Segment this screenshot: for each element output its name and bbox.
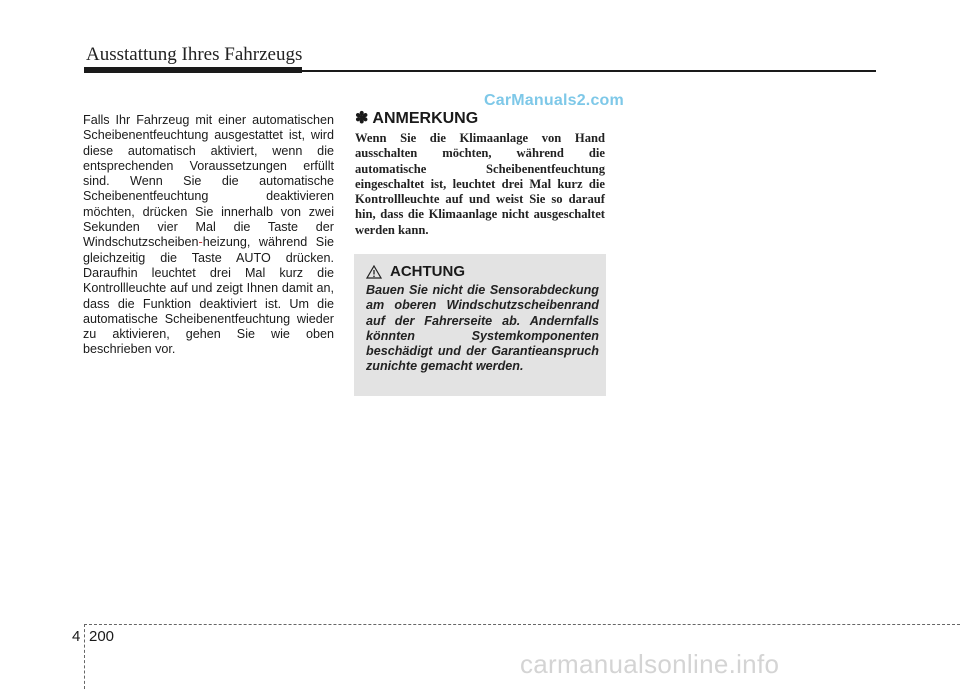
caution-heading-label: ACHTUNG: [390, 263, 465, 280]
header-rule-thick: [84, 67, 302, 73]
footer-divider: [84, 624, 85, 689]
note-heading-label: ANMERKUNG: [372, 110, 479, 127]
footer-rule: [84, 624, 960, 625]
warning-triangle-icon: [366, 265, 382, 279]
hyphen-mark: -: [198, 235, 203, 250]
caution-box: [354, 254, 606, 396]
caution-body: Bauen Sie nicht die Sensorabdeckung am oberen Windschutzscheibenrand auf der Fahrerseite ab. Andernfalls könnten Systemkomponenten beschädigt und der Garantieanspruch zunichte gemacht werden.: [366, 283, 599, 374]
page-number: 200: [89, 628, 115, 645]
chapter-number: 4: [72, 628, 81, 645]
page-header-title: Ausstattung Ihres Fahrzeugs: [86, 44, 303, 65]
watermark-carmanuals2: CarManuals2.com: [484, 92, 624, 109]
watermark-carmanualsonline: carmanualsonline.info: [520, 649, 780, 679]
note-body: Wenn Sie die Klimaanlage von Hand ausschalten möchten, während die automatische Scheibenentfeuchtung eingeschaltet ist, leuchtet drei Mal kurz die Kontrollleuchte auf und weist Sie so darauf hin, dass die Klimaanlage nicht ausgeschaltet werden kann.: [355, 131, 605, 237]
header-rule-thin: [300, 70, 876, 72]
left-paragraph-part2: heizung, während Sie gleichzeitig die Taste AUTO drücken. Daraufhin leuchtet drei Mal kurz die Kontrollleuchte auf und zeigt Ihnen damit an, dass die Funktion deaktiviert ist. Um die automatische Scheibenentfeuchtung wieder zu aktivieren, gehen Sie wie oben beschrieben vor.: [83, 235, 334, 357]
note-heading: [355, 108, 478, 128]
left-column-text: [83, 113, 334, 358]
note-star-icon: ✽: [355, 110, 369, 127]
caution-heading: [366, 263, 465, 280]
left-paragraph-part1: Falls Ihr Fahrzeug mit einer automatischen Scheibenentfeuchtung ausgestattet ist, wird diese automatisch aktiviert, wenn die entsprechenden Voraussetzungen erfüllt sind. Wenn Sie die automatische Scheibenentfeuchtung deaktivieren möchten, drücken Sie innerhalb von zwei Sekunden vier Mal die Taste der Windschutzscheiben: [83, 113, 334, 250]
left-paragraph: [83, 113, 334, 358]
